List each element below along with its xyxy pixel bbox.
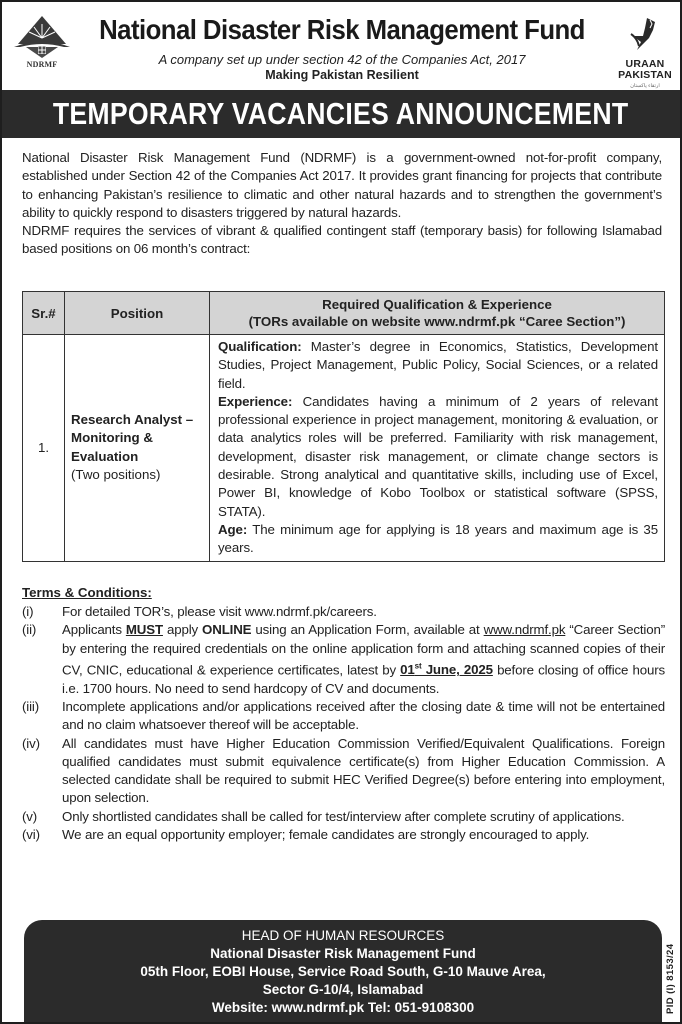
- terms-item-text: Only shortlisted candidates shall be called for test/interview after complete scrutiny of applications.: [62, 808, 625, 824]
- footer-address-line1: 05th Floor, EOBI House, Service Road South, G-10 Mauve Area,: [140, 964, 546, 979]
- experience-requirement: [218, 393, 658, 521]
- terms-item-number: (vi): [22, 826, 40, 842]
- header-requirements-title: Required Qualification & Experience: [322, 297, 552, 312]
- position-title-line3: Evaluation: [71, 448, 139, 464]
- terms-list: [22, 603, 665, 844]
- uraan-pakistan-bird-icon: [625, 16, 665, 54]
- uraan-pakistan-logo: [612, 16, 678, 92]
- qualification-requirement: [218, 338, 658, 393]
- position-title-line1: Research Analyst –: [71, 412, 194, 428]
- terms-item-number: (ii): [22, 622, 37, 638]
- terms-item-text: before closing of office hours i.e. 1700 hours. No need to send hardcopy of CV and documents.: [62, 662, 665, 696]
- deadline-day-suffix: st: [414, 661, 422, 671]
- qualification-label: Qualification:: [218, 339, 302, 354]
- footer-website-phone: Website: www.ndrmf.pk Tel: 051-9108300: [211, 1000, 475, 1015]
- position-count-note: (Two positions): [71, 467, 161, 483]
- header: [2, 2, 680, 88]
- age-text: The minimum age for applying is 18 years and maximum age is 35 years.: [218, 521, 658, 556]
- terms-item-text: All candidates must have Higher Education Commission Verified/Equivalent Qualifications. Foreign qualified candidates must submit equivalence certificate(s) from Higher Education Commission. A selected candidate shall be required to submit HEC Verified Degree(s) before entering into employment, upon selection.: [62, 735, 665, 806]
- header-sr: Sr.#: [23, 292, 65, 335]
- intro-paragraph-requirement: NDRMF requires the services of vibrant & qualified contingent staff (temporary basis) for following Islamabad based positions on 06 month’s contract:: [22, 223, 662, 257]
- website-link[interactable]: www.ndrmf.pk: [483, 622, 566, 638]
- organization-tagline: Making Pakistan Resilient: [265, 68, 419, 82]
- terms-item: [22, 735, 665, 808]
- experience-label: Experience:: [218, 393, 293, 409]
- organization-subtitle: A company set up under section 42 of the Companies Act, 2017: [158, 52, 526, 67]
- announcement-banner: [2, 90, 680, 138]
- footer-contact-title: HEAD OF HUMAN RESOURCES: [241, 928, 445, 943]
- terms-item-number: (iv): [22, 735, 40, 751]
- age-requirement: [218, 521, 658, 558]
- pakistan-text: PAKISTAN: [618, 69, 672, 81]
- uraan-text: URAAN: [625, 58, 665, 70]
- terms-item: [22, 698, 665, 735]
- terms-item-text: We are an equal opportunity employer; female candidates are strongly encouraged to apply.: [62, 826, 590, 842]
- position-title-line2: Monitoring &: [71, 430, 153, 446]
- header-position: Position: [65, 292, 210, 335]
- terms-item-text: Applicants: [62, 622, 126, 638]
- terms-title: Terms & Conditions:: [22, 585, 152, 600]
- terms-item: [22, 621, 665, 698]
- table-row: [23, 335, 665, 562]
- urdu-caption: ارتقاء پاکستان: [630, 83, 660, 89]
- row-requirements: [210, 335, 665, 562]
- must-emphasis: MUST: [125, 622, 163, 638]
- terms-item-text: “Career Section” by entering the required credentials on the online application form and attaching scanned copies of their CV, CNIC, educational & experience certificates, latest by: [62, 622, 665, 678]
- pid-number: PID (I) 8153/24: [665, 943, 676, 1014]
- qualification-text: Master’s degree in Economics, Statistics, Development Studies, Project Management, Public Policy, Social Sciences, or a related field.: [218, 339, 658, 391]
- deadline-month-year: June, 2025: [421, 662, 493, 678]
- terms-item-text: apply: [162, 622, 203, 638]
- ndrmf-house-logo-icon: [12, 14, 72, 60]
- row-sr: 1.: [23, 335, 65, 562]
- terms-item-number: (i): [22, 604, 34, 619]
- terms-item: [22, 808, 665, 826]
- ndrmf-logo: [12, 14, 72, 76]
- footer-address-line2: Sector G-10/4, Islamabad: [262, 982, 424, 997]
- terms-item-number: (v): [22, 808, 38, 824]
- terms-item-number: (iii): [22, 698, 39, 714]
- terms-item-text: using an Application Form, available at: [251, 622, 484, 638]
- terms-item-text: For detailed TOR’s, please visit www.ndrmf.pk/careers.: [62, 604, 377, 619]
- online-emphasis: ONLINE: [202, 622, 252, 638]
- header-requirements-tor-note: (TORs available on website www.ndrmf.pk “Caree Section”): [248, 314, 626, 329]
- header-requirements: [210, 292, 665, 335]
- announcement-title: TEMPORARY VACANCIES ANNOUNCEMENT: [53, 96, 629, 131]
- age-label: Age:: [218, 521, 248, 537]
- contact-footer: [24, 920, 662, 1022]
- intro-text: [22, 149, 662, 259]
- terms-item: [22, 603, 665, 621]
- organization-name: National Disaster Risk Management Fund: [99, 14, 585, 45]
- footer-organization: National Disaster Risk Management Fund: [210, 946, 476, 961]
- experience-text: Candidates having a minimum of 2 years of relevant professional experience in project management, monitoring & evaluation, or data analytics roles will be preferred. Familiarity with risk management, development, disaster risk management, or climate change sectors is desirable. Strong analytical and quantitative skills, including use of Excel, Power BI, knowledge of Kobo Toolbox or statistical software (SPSS, STATA).: [218, 393, 658, 519]
- deadline-day: 01: [400, 662, 415, 678]
- terms-item: [22, 826, 665, 844]
- ndrmf-logo-text: NDRMF: [26, 60, 58, 69]
- vacancies-table: [22, 291, 665, 562]
- deadline-date: [400, 662, 493, 677]
- intro-paragraph-about: National Disaster Risk Management Fund (NDRMF) is a government-owned not-for-profit company, established under Section 42 of the Companies Act 2017. It provides grant financing for projects that contribute to enhancing Pakistan’s resilience to climatic and other natural hazards and to strengthen the government’s ability to quickly respond to disasters triggered by natural hazards.: [22, 150, 662, 220]
- row-position: [65, 335, 210, 562]
- terms-item-text: Incomplete applications and/or applications received after the closing date & time will not be entertained and no claim whatsoever thereof will be acceptable.: [62, 698, 665, 733]
- table-header-row: [23, 292, 665, 335]
